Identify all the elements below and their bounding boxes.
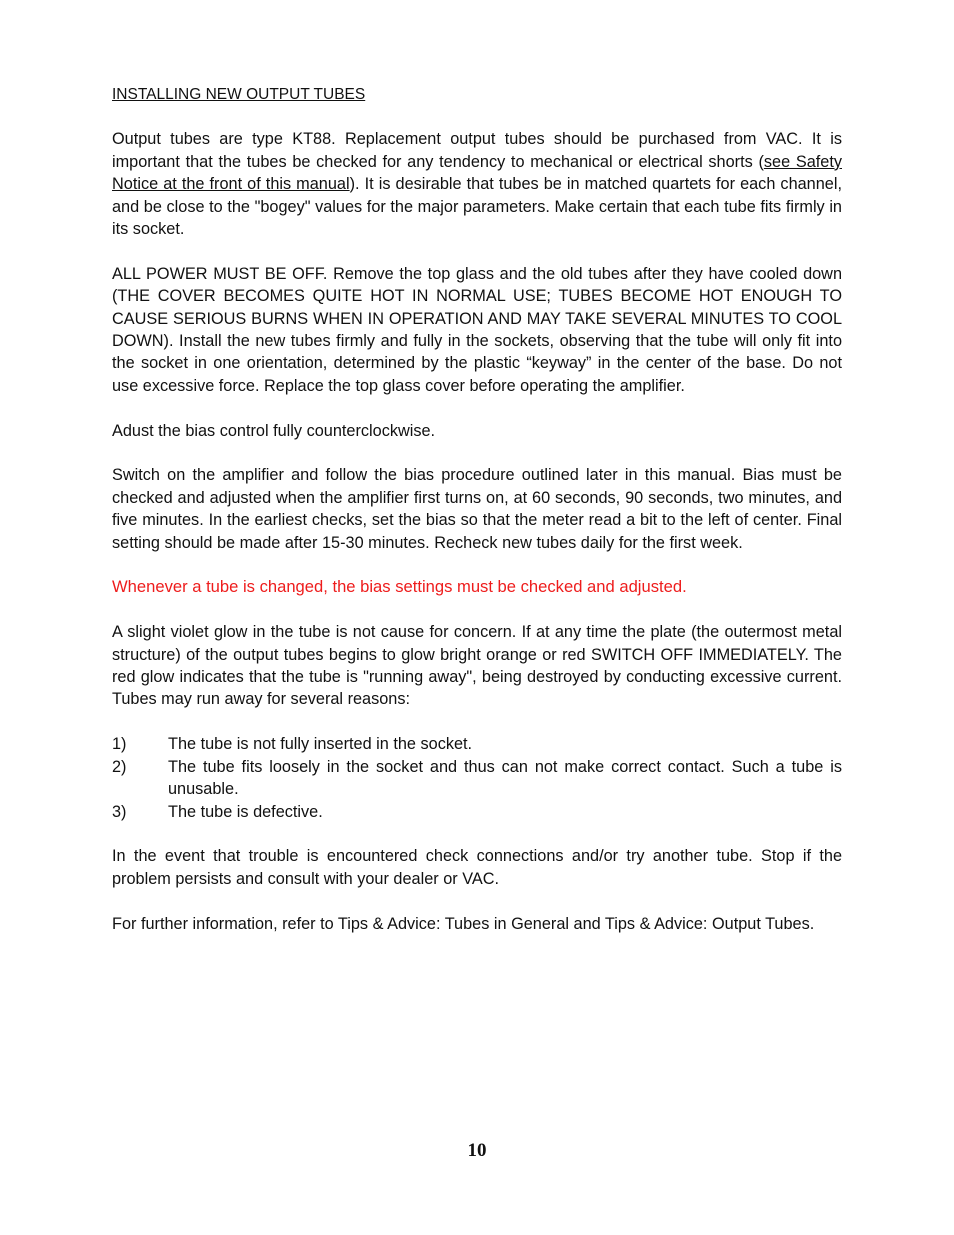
- paragraph-output-tubes-text-1: Output tubes are type KT88. Replacement output tubes should be purchased from VAC. It is important that the tubes be checked for any tendency to mechanical or electrical shorts (: [112, 130, 842, 171]
- page-number: 10: [467, 1140, 487, 1161]
- safety-notice-link[interactable]: see Safety Notice at the front of this manual: [112, 152, 842, 194]
- paragraph-trouble: In the event that trouble is encountered check connections and/or try another tube. Stop if the problem persists and consult with your dealer or VAC.: [112, 847, 842, 888]
- document-body: [112, 84, 842, 957]
- paragraph-further-info: For further information, refer to Tips & Advice: Tubes in General and Tips & Advice: Output Tubes.: [112, 914, 815, 933]
- paragraph-output-tubes-text-2: ). It is desirable that tubes be in matched quartets for each channel, and be close to the "bogey" values for the major parameters. Make certain that each tube fits firmly in its socket.: [112, 175, 842, 239]
- list-item-text: The tube is defective.: [168, 802, 323, 821]
- paragraph-bias-procedure: Switch on the amplifier and follow the bias procedure outlined later in this manual. Bias must be checked and adjusted when the amplifier first turns on, at 60 seconds, 90 seconds, two minutes, and five minutes. In the earliest checks, set the bias so that the meter read a bit to the left of center. Final setting should be made after 15-30 minutes. Recheck new tubes daily for the first week.: [112, 466, 842, 552]
- section-heading: INSTALLING NEW OUTPUT TUBES: [112, 86, 366, 103]
- list-item-number: 1): [112, 735, 127, 754]
- list-item-number: 2): [112, 757, 127, 776]
- list-item-number: 3): [112, 802, 127, 821]
- list-item-text: The tube is not fully inserted in the socket.: [168, 735, 473, 754]
- list-item: [112, 801, 842, 823]
- list-item: [112, 733, 842, 755]
- paragraph-violet-glow: A slight violet glow in the tube is not cause for concern. If at any time the plate (the outermost metal structure) of the output tubes begins to glow bright orange or red SWITCH OFF IMMEDIATELY. The red glow indicates that the tube is "running away", being destroyed by conducting excessive current. Tubes may run away for several reasons:: [112, 623, 842, 709]
- paragraph-adjust-bias: Adust the bias control fully counterclockwise.: [112, 421, 436, 440]
- paragraph-output-tubes: [112, 128, 842, 240]
- list-item-text: The tube fits loosely in the socket and thus can not make correct contact. Such a tube is unusable.: [168, 757, 842, 799]
- list-item: [112, 756, 842, 801]
- runaway-reasons-list: [112, 733, 842, 823]
- bias-warning: Whenever a tube is changed, the bias settings must be checked and adjusted.: [112, 577, 687, 597]
- paragraph-power-off: ALL POWER MUST BE OFF. Remove the top glass and the old tubes after they have cooled down (THE COVER BECOMES QUITE HOT IN NORMAL USE; TUBES BECOME HOT ENOUGH TO CAUSE SERIOUS BURNS WHEN IN OPERATION AND MAY TAKE SEVERAL MINUTES TO COOL DOWN). Install the new tubes firmly and fully in the sockets, observing that the tube will only fit into the socket in one orientation, determined by the plastic “keyway” in the center of the base. Do not use excessive force. Replace the top glass cover before operating the amplifier.: [112, 264, 842, 395]
